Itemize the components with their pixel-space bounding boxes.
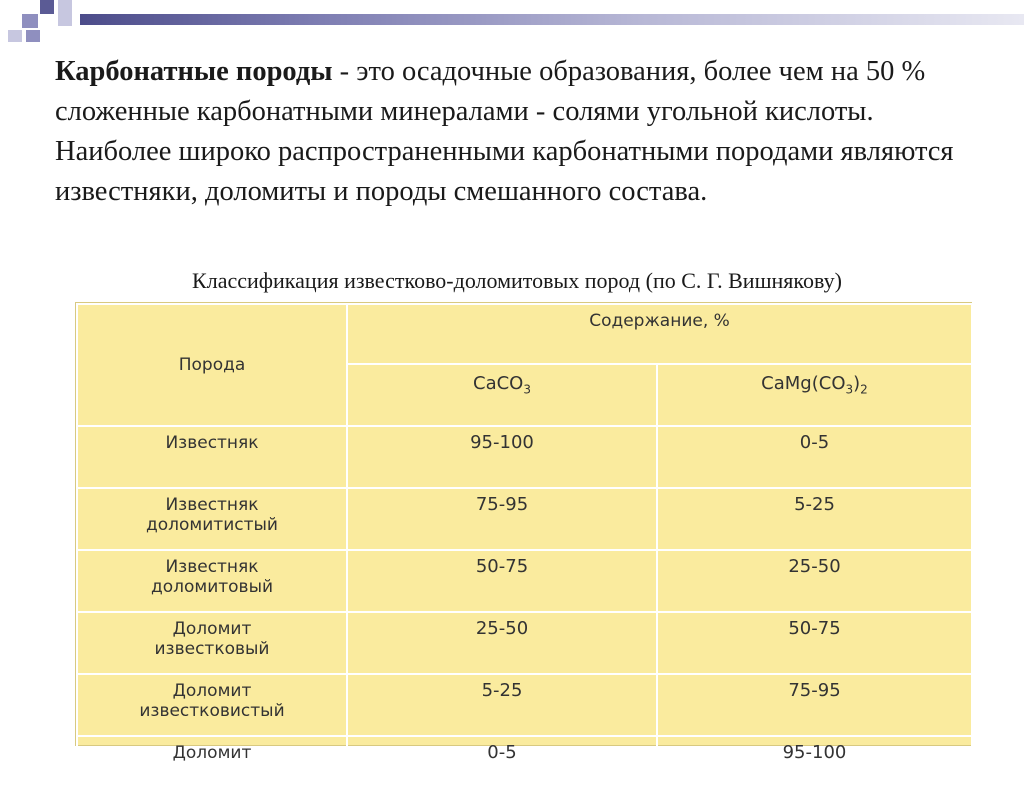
header-square	[58, 0, 72, 14]
rock-name-line2: известковистый	[139, 701, 285, 721]
rock-name-line1: Известняк	[165, 433, 259, 453]
caco3-value: 95-100	[347, 426, 657, 488]
header-caco3-base: CaCO	[473, 373, 524, 394]
camg-value: 25-50	[657, 550, 972, 612]
rock-name	[77, 426, 347, 488]
header-camg-sub: 3	[845, 382, 854, 397]
header-rock: Порода	[77, 304, 347, 426]
decorative-header	[0, 0, 1024, 34]
rock-name-line1: Известняк	[165, 557, 259, 577]
camg-value: 50-75	[657, 612, 972, 674]
rock-name	[77, 488, 347, 550]
header-square	[58, 14, 72, 26]
classification-table	[76, 303, 973, 799]
rock-name	[77, 612, 347, 674]
rock-name-line2: доломитистый	[146, 515, 278, 535]
rock-name-line1: Доломит	[172, 619, 252, 639]
caco3-value: 75-95	[347, 488, 657, 550]
table-row	[77, 426, 972, 488]
table-row	[77, 550, 972, 612]
header-content: Содержание, %	[347, 304, 972, 364]
caco3-value: 0-5	[347, 736, 657, 798]
table-caption: Классификация известково-доломитовых пород (по С. Г. Вишнякову)	[192, 268, 842, 293]
rock-name-line2: доломитовый	[150, 577, 274, 597]
camg-value: 5-25	[657, 488, 972, 550]
rock-name-line1: Доломит	[172, 743, 252, 763]
header-camgco3	[657, 364, 972, 426]
table-header-row	[77, 304, 972, 364]
table-row	[77, 488, 972, 550]
header-caco3	[347, 364, 657, 426]
header-camg-base: CaMg(CO	[761, 373, 846, 394]
header-gradient-bar	[80, 14, 1024, 25]
rock-name	[77, 550, 347, 612]
rock-name-line1: Доломит	[172, 681, 252, 701]
caco3-value: 5-25	[347, 674, 657, 736]
rock-name-line2: известковый	[154, 639, 270, 659]
classification-table-container	[76, 303, 971, 763]
camg-value: 75-95	[657, 674, 972, 736]
header-square	[40, 0, 54, 14]
header-camg-tail: )	[853, 373, 861, 394]
intro-text: - это осадочные образования, более чем на 50 % сложенные карбонатными минералами - солями угольной кислоты. Наиболее широко распространенными карбонатными породами являются известняки, доломиты и породы смешанного состава.	[55, 56, 954, 207]
rock-name-line1: Известняк	[165, 495, 259, 515]
caco3-value: 25-50	[347, 612, 657, 674]
caco3-value: 50-75	[347, 550, 657, 612]
camg-value: 0-5	[657, 426, 972, 488]
table-row	[77, 674, 972, 736]
header-square	[22, 14, 38, 28]
intro-term: Карбонатные породы	[55, 56, 333, 87]
table-row	[77, 612, 972, 674]
header-caco3-sub: 3	[523, 382, 531, 397]
rock-name	[77, 736, 347, 798]
intro-paragraph	[55, 52, 975, 212]
table-row	[77, 736, 972, 798]
header-square	[8, 30, 22, 42]
header-square	[26, 30, 40, 42]
camg-value: 95-100	[657, 736, 972, 798]
rock-name	[77, 674, 347, 736]
header-camg-sub2: 2	[860, 382, 868, 397]
